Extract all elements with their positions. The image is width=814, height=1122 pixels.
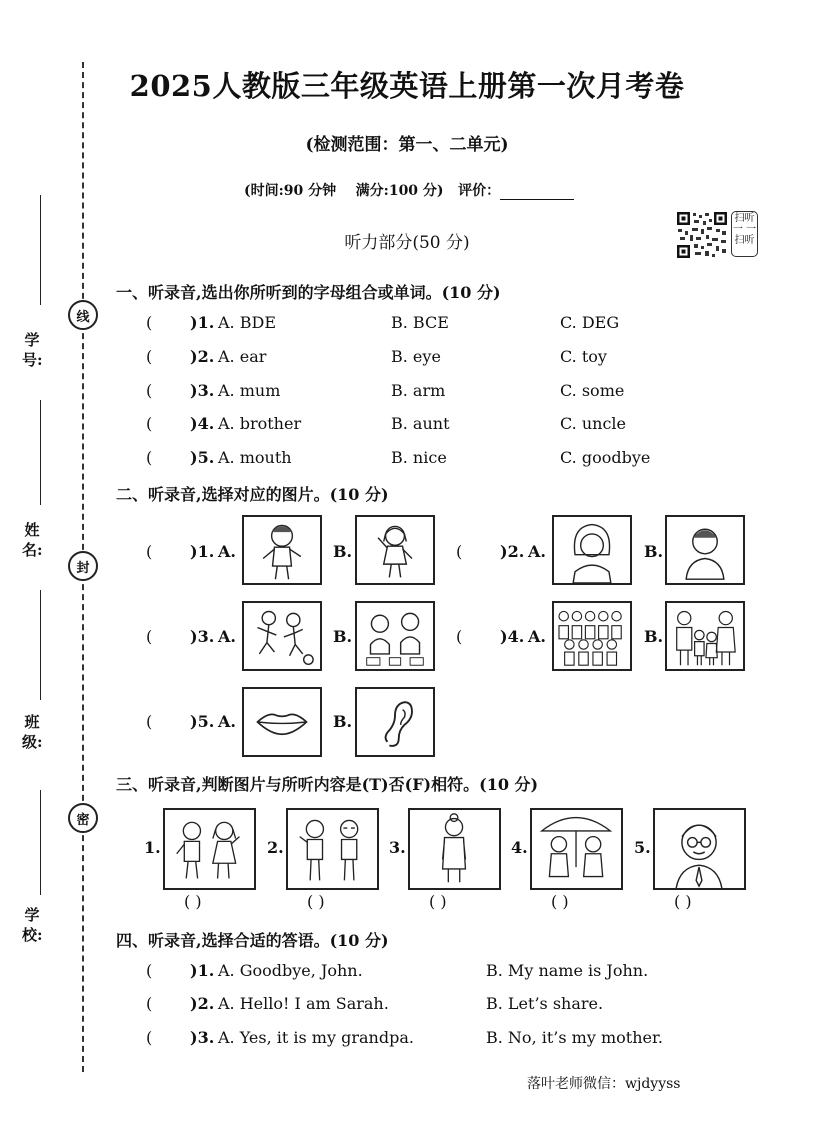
question-number: 5.	[634, 838, 651, 857]
option-b[interactable]: B. aunt	[391, 414, 450, 433]
kids-playing-toys-picture[interactable]	[355, 601, 435, 671]
eval-text: 评价：	[458, 183, 501, 199]
question-number: )4.	[190, 414, 215, 433]
score-text: 满分:100 分)	[355, 183, 444, 199]
option-a[interactable]: A. brother	[218, 414, 302, 433]
answer-blank[interactable]: ( )	[674, 892, 692, 911]
ear-picture[interactable]	[355, 687, 435, 757]
mouth-picture[interactable]	[242, 687, 322, 757]
answer-paren[interactable]: (	[146, 627, 153, 646]
option-c[interactable]: C. toy	[560, 347, 607, 366]
question-number: )2.	[190, 994, 215, 1013]
answer-paren[interactable]: (	[146, 1028, 153, 1047]
student-id-label: 学号:	[22, 331, 43, 369]
section-4-heading: 四、听录音,选择合适的答语。(10 分)	[116, 931, 389, 950]
answer-paren[interactable]: (	[146, 961, 153, 980]
section-2-heading: 二、听录音,选择对应的图片。(10 分)	[116, 485, 389, 504]
question-number: 3.	[389, 838, 406, 857]
option-a[interactable]: A. mum	[218, 381, 281, 400]
boy-and-girl-picture[interactable]	[163, 808, 256, 890]
question-number: )1.	[190, 961, 215, 980]
answer-paren[interactable]: (	[146, 448, 153, 467]
section-3-heading: 三、听录音,判断图片与所听内容是(T)否(F)相符。(10 分)	[116, 775, 539, 794]
exam-meta	[244, 180, 574, 200]
seal-xian: 线	[68, 300, 98, 330]
two-boys-picture[interactable]	[286, 808, 379, 890]
question-number: )5.	[190, 448, 215, 467]
answer-paren[interactable]: (	[146, 347, 153, 366]
seal-mi: 密	[68, 803, 98, 833]
question-number: 1.	[144, 838, 161, 857]
time-text: (时间:90 分钟	[244, 183, 337, 199]
family-picture[interactable]	[665, 601, 745, 671]
seal-feng: 封	[68, 551, 98, 581]
teacher-picture[interactable]	[653, 808, 746, 890]
option-b[interactable]: B. nice	[391, 448, 447, 467]
option-b[interactable]: B. eye	[391, 347, 441, 366]
listening-part-title: 听力部分(50 分)	[344, 233, 470, 253]
question-number: )3.	[190, 381, 215, 400]
kids-under-umbrella-picture[interactable]	[530, 808, 623, 890]
question-number: )4.	[500, 627, 525, 646]
man-picture[interactable]	[665, 515, 745, 585]
answer-paren[interactable]: (	[146, 542, 153, 561]
kids-playing-football-picture[interactable]	[242, 601, 322, 671]
question-number: )3.	[190, 627, 215, 646]
option-a[interactable]: A. Goodbye, John.	[218, 961, 363, 980]
school-line	[40, 790, 41, 895]
grandma-picture[interactable]	[408, 808, 501, 890]
answer-paren[interactable]: (	[146, 712, 153, 731]
section-1-heading: 一、听录音,选出你所听到的字母组合或单词。(10 分)	[116, 283, 501, 302]
name-line-top	[40, 400, 41, 505]
answer-blank[interactable]: ( )	[307, 892, 325, 911]
woman-picture[interactable]	[552, 515, 632, 585]
option-c[interactable]: C. DEG	[560, 313, 620, 332]
answer-paren[interactable]: (	[146, 313, 153, 332]
question-number: )1.	[190, 542, 215, 561]
option-b[interactable]: B. arm	[391, 381, 446, 400]
question-number: )1.	[190, 313, 215, 332]
question-number: )3.	[190, 1028, 215, 1047]
question-number: 2.	[267, 838, 284, 857]
option-a[interactable]: A. BDE	[218, 313, 276, 332]
option-b-label: B.	[333, 712, 353, 731]
option-a[interactable]: A. Yes, it is my grandpa.	[218, 1028, 414, 1047]
option-a[interactable]: A. ear	[218, 347, 267, 366]
option-b-label: B.	[333, 542, 353, 561]
class-line	[40, 590, 41, 700]
school-label: 学校:	[22, 906, 43, 944]
scan-to-listen-label: 扫听 一 一 扫听	[731, 211, 758, 257]
question-number: )5.	[190, 712, 215, 731]
option-a-label: A.	[218, 712, 236, 731]
subtitle: (检测范围：第一、二单元)	[305, 135, 509, 155]
option-a-label: A.	[218, 627, 236, 646]
option-b-label: B.	[644, 542, 664, 561]
name-label: 姓名:	[22, 521, 43, 559]
eval-blank[interactable]	[500, 185, 574, 200]
class-group-picture[interactable]	[552, 601, 632, 671]
option-c[interactable]: C. some	[560, 381, 625, 400]
qr-code-icon[interactable]	[676, 211, 728, 259]
class-label: 班级:	[22, 713, 43, 751]
footer-contact: 落叶老师微信：wjdyyss	[527, 1076, 681, 1092]
option-b[interactable]: B. Let’s share.	[486, 994, 604, 1013]
option-b-label: B.	[333, 627, 353, 646]
boy-picture[interactable]	[242, 515, 322, 585]
answer-paren[interactable]: (	[146, 414, 153, 433]
option-a[interactable]: A. mouth	[218, 448, 292, 467]
answer-paren[interactable]: (	[146, 994, 153, 1013]
answer-paren[interactable]: (	[456, 542, 463, 561]
question-number: )2.	[190, 347, 215, 366]
option-b-label: B.	[644, 627, 664, 646]
option-a-label: A.	[528, 542, 546, 561]
answer-paren[interactable]: (	[456, 627, 463, 646]
option-a-label: A.	[528, 627, 546, 646]
question-number: 4.	[511, 838, 528, 857]
option-b[interactable]: B. BCE	[391, 313, 449, 332]
answer-blank[interactable]: ( )	[184, 892, 202, 911]
girl-waving-picture[interactable]	[355, 515, 435, 585]
answer-blank[interactable]: ( )	[551, 892, 569, 911]
option-c[interactable]: C. goodbye	[560, 448, 651, 467]
option-a[interactable]: A. Hello! I am Sarah.	[218, 994, 389, 1013]
answer-paren[interactable]: (	[146, 381, 153, 400]
option-b[interactable]: B. No, it’s my mother.	[486, 1028, 663, 1047]
option-c[interactable]: C. uncle	[560, 414, 626, 433]
answer-blank[interactable]: ( )	[429, 892, 447, 911]
option-a-label: A.	[218, 542, 236, 561]
option-b[interactable]: B. My name is John.	[486, 961, 649, 980]
page-title: 2025人教版三年级英语上册第一次月考卷	[129, 69, 685, 103]
question-number: )2.	[500, 542, 525, 561]
